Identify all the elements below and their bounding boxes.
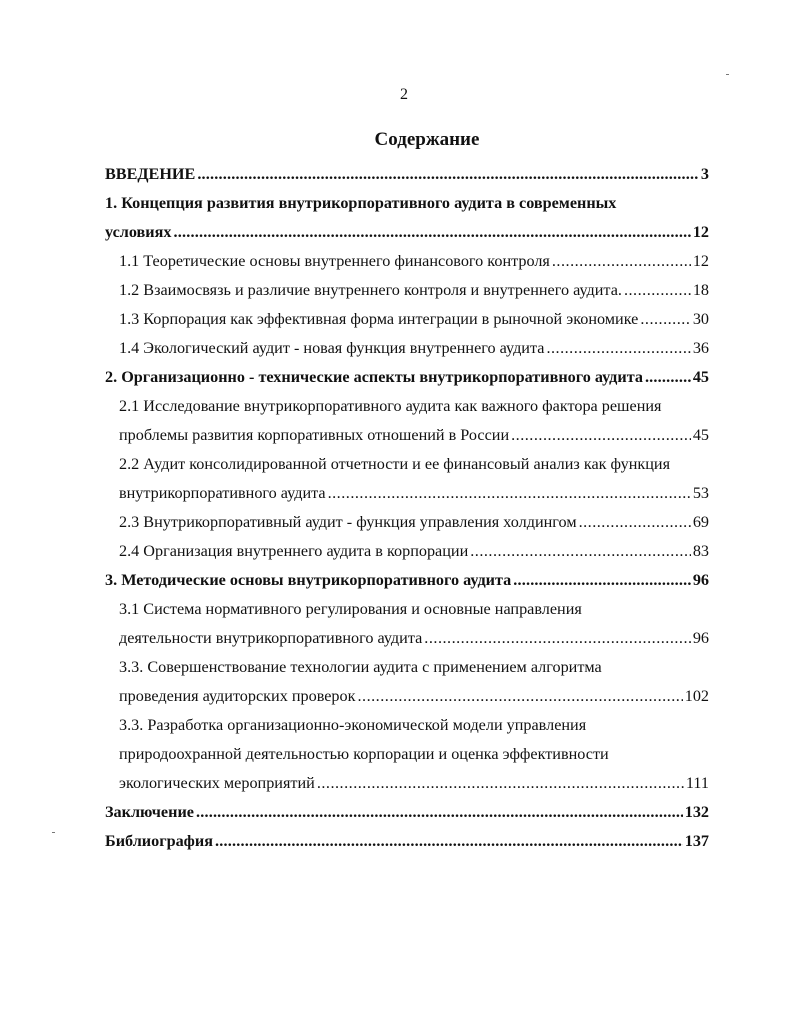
toc-entry-2-3[interactable]	[119, 512, 709, 532]
toc-entry-page: 102	[684, 687, 709, 705]
toc-entry-3-3-line2: природоохранной деятельностью корпорации и оценка эффективности	[119, 745, 609, 763]
toc-entry-3-3-line1: 3.3. Разработка организационно-экономической модели управления	[119, 716, 587, 734]
toc-entry-page: 53	[692, 484, 709, 502]
toc-entry-label: ВВЕДЕНИЕ	[105, 165, 196, 183]
toc-entry-introduction[interactable]	[105, 164, 709, 184]
toc-entry-3-1[interactable]	[119, 628, 709, 648]
toc-entry-page: 137	[684, 832, 709, 850]
toc-entry-label: 2.3 Внутрикорпоративный аудит - функция управления холдингом	[119, 513, 577, 531]
toc-entry-label: 1.4 Экологический аудит - новая функция внутреннего аудита	[119, 339, 545, 357]
toc-entry-chapter-2[interactable]	[105, 367, 709, 387]
dot-leader	[328, 483, 691, 503]
toc-entry-3-3[interactable]	[119, 773, 709, 793]
toc-entry-page: 45	[692, 368, 709, 386]
toc-entry-label: экологических мероприятий	[119, 774, 315, 792]
dot-leader	[546, 338, 690, 358]
toc-entry-3-2[interactable]	[119, 686, 709, 706]
toc-entry-label: деятельности внутрикорпоративного аудита	[119, 629, 423, 647]
toc-entry-label: 1.3 Корпорация как эффективная форма интеграции в рыночной экономике	[119, 310, 639, 328]
dot-leader	[470, 541, 691, 561]
toc-entry-label: 1.1 Теоретические основы внутреннего финансового контроля	[119, 252, 550, 270]
dot-leader	[197, 164, 699, 184]
toc-entry-label: Библиография	[105, 832, 213, 850]
toc-entry-page: 45	[692, 426, 709, 444]
toc-entry-label: 2. Организационно - технические аспекты внутрикорпоративного аудита	[105, 368, 643, 386]
toc-entry-2-1-line1: 2.1 Исследование внутрикорпоративного аудита как важного фактора решения	[119, 397, 662, 415]
toc-entry-chapter-1[interactable]	[105, 222, 709, 242]
dot-leader	[424, 628, 691, 648]
toc-entry-page: 83	[692, 542, 709, 560]
toc-entry-page: 30	[692, 310, 709, 328]
dot-leader	[317, 773, 684, 793]
toc-entry-chapter-1-line1: 1. Концепция развития внутрикорпоративного аудита в современных	[105, 194, 617, 212]
toc-entry-page: 111	[685, 774, 709, 792]
dot-leader	[511, 425, 691, 445]
toc-entry-page: 18	[692, 281, 709, 299]
page-number: 2	[400, 86, 408, 103]
dot-leader	[215, 831, 683, 851]
dot-leader	[579, 512, 691, 532]
scan-speck	[52, 832, 55, 833]
toc-entry-1-1[interactable]	[119, 251, 709, 271]
toc-entry-page: 69	[692, 513, 709, 531]
dot-leader	[196, 802, 683, 822]
toc-entry-3-1-line1: 3.1 Система нормативного регулирования и основные направления	[119, 600, 582, 618]
toc-entry-label: 1.2 Взаимосвязь и различие внутреннего контроля и внутреннего аудита.	[119, 281, 622, 299]
toc-entry-1-2[interactable]	[119, 280, 709, 300]
toc-entry-2-2[interactable]	[119, 483, 709, 503]
toc-entry-label: Заключение	[105, 803, 194, 821]
dot-leader	[552, 251, 691, 271]
toc-entry-chapter-3[interactable]	[105, 570, 709, 590]
toc-entry-label: проблемы развития корпоративных отношений в России	[119, 426, 510, 444]
toc-entry-1-3[interactable]	[119, 309, 709, 329]
toc-entry-label: 3. Методические основы внутрикорпоративного аудита	[105, 571, 512, 589]
dot-leader	[357, 686, 682, 706]
toc-entry-page: 12	[692, 223, 709, 241]
toc-entry-label: внутрикорпоративного аудита	[119, 484, 326, 502]
dot-leader	[645, 367, 691, 387]
toc-entry-1-4[interactable]	[119, 338, 709, 358]
dot-leader	[173, 222, 690, 242]
toc-entry-label: 2.4 Организация внутреннего аудита в корпорации	[119, 542, 469, 560]
toc-entry-2-2-line1: 2.2 Аудит консолидированной отчетности и ее финансовый анализ как функция	[119, 455, 671, 473]
toc-entry-2-1[interactable]	[119, 425, 709, 445]
toc-entry-2-4[interactable]	[119, 541, 709, 561]
toc-entry-3-2-line1: 3.3. Совершенствование технологии аудита с применением алгоритма	[119, 658, 602, 676]
toc-entry-conclusion[interactable]	[105, 802, 709, 822]
toc-entry-page: 36	[692, 339, 709, 357]
toc-entry-page: 12	[692, 252, 709, 270]
toc-entry-bibliography[interactable]	[105, 831, 709, 851]
toc-entry-page: 96	[692, 629, 709, 647]
dot-leader	[640, 309, 690, 329]
toc-entry-page: 96	[692, 571, 709, 589]
scan-speck	[726, 74, 729, 75]
toc-entry-label: проведения аудиторских проверок	[119, 687, 356, 705]
toc-entry-label: условиях	[105, 223, 172, 241]
dot-leader	[624, 280, 691, 300]
dot-leader	[513, 570, 691, 590]
toc-title: Содержание	[374, 129, 480, 150]
toc-entry-page: 132	[684, 803, 709, 821]
toc-entry-page: 3	[700, 165, 709, 183]
